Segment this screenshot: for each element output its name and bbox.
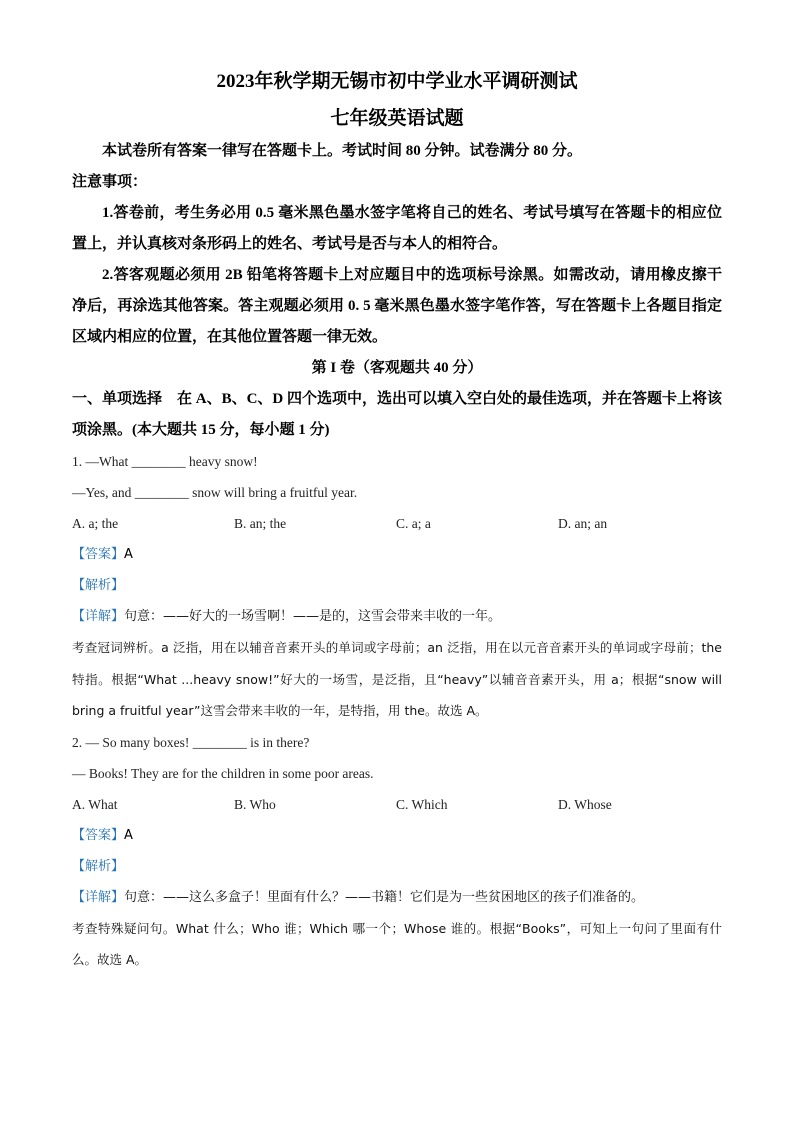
detail-line xyxy=(72,882,722,913)
answer-tag: 【答案】 xyxy=(72,827,125,843)
option-c: C. Which xyxy=(396,796,448,812)
exam-subtitle: 七年级英语试题 xyxy=(330,108,464,129)
analysis-tag: 【解析】 xyxy=(72,578,125,593)
volume-heading: 第 I 卷（客观题共 40 分） xyxy=(311,360,483,376)
question-1-options xyxy=(72,508,722,539)
option-c: C. a; a xyxy=(396,516,431,531)
detail-tag: 【详解】 xyxy=(72,889,125,905)
exam-page xyxy=(72,62,722,976)
detail-line xyxy=(72,601,722,632)
answer-line xyxy=(72,820,722,851)
detail-text: 句意：——好大的一场雪啊！——是的，这雪会带来丰收的一年。 xyxy=(124,609,502,624)
part-heading: 一、单项选择 在 A、B、C、D 四个选项中，选出可以填入空白处的最佳选项，并在答题卡上将该项涂黑。(本大题共 15 分，每小题 1 分) xyxy=(72,391,723,438)
analysis-line xyxy=(72,570,722,601)
question-2 xyxy=(72,727,722,976)
question-1 xyxy=(72,446,722,727)
option-a: A. What xyxy=(72,796,118,812)
explanation-text: 考查冠词辨析。a 泛指，用在以辅音音素开头的单词或字母前；an 泛指，用在以元音音素开头的单词或字母前；the 特指。根据“What ...heavy snow!”好大的一场雪，是泛指，且“heavy”以辅音音素开头，用 a；根据“snow will bring a fruitful year”这雪会带来丰收的一年，是特指，用 the。故选 A。 xyxy=(72,640,722,718)
question-1-line-2: —Yes, and ________ snow will bring a fruitful year. xyxy=(72,485,358,500)
analysis-line xyxy=(72,851,722,882)
question-2-line-1: 2. — So many boxes! ________ is in there? xyxy=(72,734,310,750)
notice-item-1: 1.答卷前，考生务必用 0.5 毫米黑色墨水签字笔将自己的姓名、考试号填写在答题卡的相应位置上，并认真核对条形码上的姓名、考试号是否与本人的相符合。 xyxy=(72,205,722,252)
option-a: A. a; the xyxy=(72,516,119,531)
explanation-text: 考查特殊疑问句。What 什么；Who 谁；Which 哪一个；Whose 谁的。根据“Books”，可知上一句问了里面有什么。故选 A。 xyxy=(72,920,722,967)
detail-text: 句意：——这么多盒子！里面有什么？——书籍！它们是为一些贫困地区的孩子们准备的。 xyxy=(124,889,645,905)
answer-tag: 【答案】 xyxy=(72,547,125,562)
notice-label: 注意事项： xyxy=(72,174,148,190)
detail-tag: 【详解】 xyxy=(72,609,125,624)
answer-value: A xyxy=(124,827,133,843)
question-1-line-1: 1. —What ________ heavy snow! xyxy=(72,454,258,469)
answer-line xyxy=(72,539,722,570)
option-d: D. Whose xyxy=(558,796,612,812)
option-b: B. Who xyxy=(234,796,276,812)
option-b: B. an; the xyxy=(234,516,287,531)
question-2-options xyxy=(72,789,722,820)
notice-item-2: 2.答客观题必须用 2B 铅笔将答题卡上对应题目中的选项标号涂黑。如需改动，请用橡皮擦干净后，再涂选其他答案。答主观题必须用 0. 5 毫米黑色墨水签字笔作答，写在答题卡上各题目指定区域内相应的位置，在其他位置答题一律无效。 xyxy=(72,267,722,345)
exam-title: 2023年秋学期无锡市初中学业水平调研测试 xyxy=(216,71,578,92)
option-d: D. an; an xyxy=(558,516,608,531)
instructions-intro: 本试卷所有答案一律写在答题卡上。考试时间 80 分钟。试卷满分 80 分。 xyxy=(102,143,583,159)
analysis-tag: 【解析】 xyxy=(72,858,125,874)
question-2-line-2: — Books! They are for the children in some poor areas. xyxy=(72,765,374,781)
answer-value: A xyxy=(124,547,133,562)
